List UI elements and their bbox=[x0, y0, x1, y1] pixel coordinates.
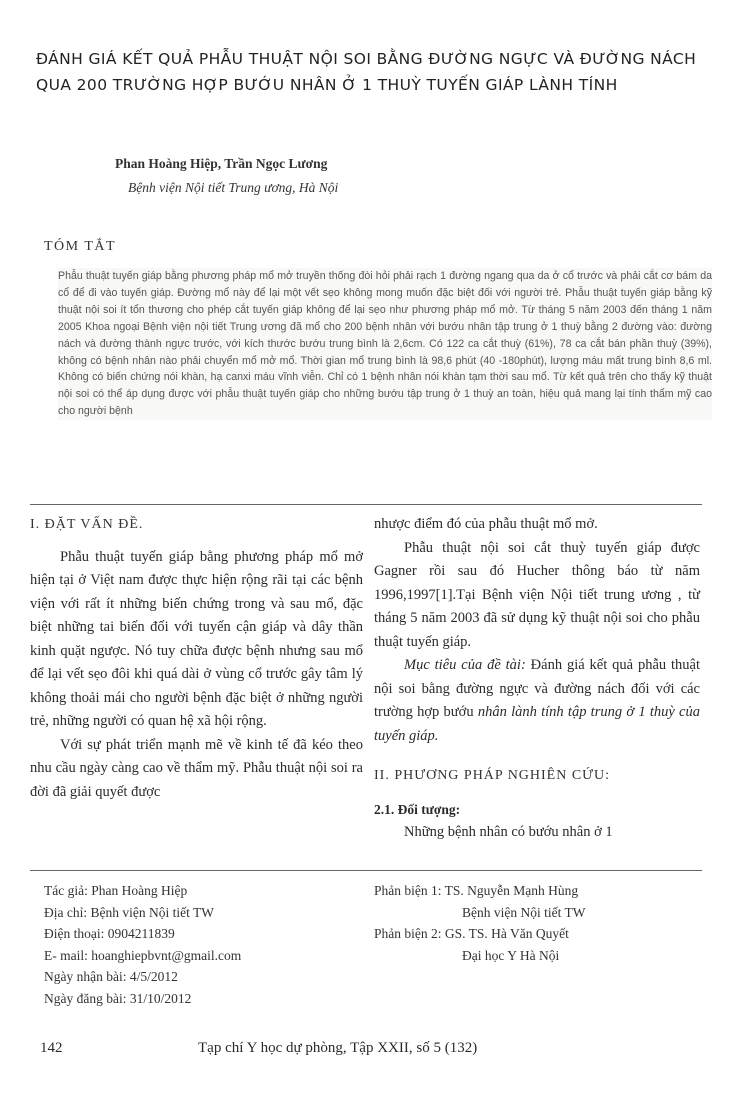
page-number: 142 bbox=[40, 1040, 63, 1056]
divider bbox=[30, 504, 702, 505]
reviewer-line: Phản biện 1: TS. Nguyễn Mạnh Hùng bbox=[374, 883, 579, 898]
section-heading: II. PHƯƠNG PHÁP NGHIÊN CỨU: bbox=[374, 768, 611, 783]
paragraph: nhược điểm đó của phẫu thuật mổ mở. bbox=[374, 516, 598, 532]
abstract-text: Phẫu thuật tuyến giáp bằng phương pháp mổ mở truyền thống đòi hỏi phải rạch 1 đường ngang qua da ở cổ trước và phải cắt cơ bám da cổ để đi vào tuyến giáp. Đường mổ này để lại một vết sẹo không mong muốn đặc biệt đối với người trẻ. Phẫu thuật tuyến giáp bằng kỹ thuật nội soi ít tổn thương cho phép cắt tuyến giáp không để lại sẹo như phương pháp mổ mở. Từ tháng 5 năm 2003 đến tháng 1 năm 2005 Khoa ngoại Bệnh viện nội tiết Trung ương đã mổ cho 200 bệnh nhân với bướu nhân tập trung ở 1 thuỳ bằng 2 đường vào: đường nách và đường thành ngực trước, với kích thước bướu trung bình là 2,6cm. Có 122 ca cắt thuỳ (61%), 78 ca cắt bán phần thuỳ (39%), không có bệnh nhân nào phải chuyển mổ mở mổ. Thời gian mổ trung bình là 98,6 phút (40 -180phút), lượng máu mất trung bình 8,6 ml. Không có biến chứng nói khàn, hạ canxi máu vĩnh viễn. Chỉ có 1 bệnh nhân nói khàn tạm thời sau mổ. Từ kết quả trên cho thấy kỹ thuật nội soi có thể áp dụng được với phẫu thuật tuyến giáp cho những bướu tập trung ở 1 thuỳ an toàn, hiệu quả mang lại tính thẩm mỹ cao cho người bệnh bbox=[58, 268, 712, 420]
objective-label: Mục tiêu của đề tài: bbox=[404, 657, 526, 673]
author-info-line: E- mail: hoanghiepbvnt@gmail.com bbox=[44, 947, 242, 963]
author-info-line: Ngày nhận bài: 4/5/2012 bbox=[44, 969, 178, 984]
author-info-line: Địa chỉ: Bệnh viện Nội tiết TW bbox=[44, 904, 214, 920]
reviewer-info bbox=[374, 880, 585, 966]
paragraph: Phẫu thuật tuyến giáp bằng phương pháp mổ mở hiện tại ở Việt nam được thực hiện rộng rãi tại các bệnh viện với rất ít những biến chứng trong và sau mổ, đặc biệt những tai biến đối với tuyến cận giáp và dây thần kinh quặt ngược. Nó tuy chữa được bệnh nhưng sau mổ để lại vết sẹo đôi khi quá dài ở vùng cổ trước gây tâm lý không thoải mái cho người bệnh đặc biệt ở những người trẻ, những người có quan hệ xã hội rộng. bbox=[30, 548, 363, 729]
author-info-line: Điện thoại: 0904211839 bbox=[44, 926, 175, 941]
paragraph: Phẫu thuật nội soi cắt thuỳ tuyến giáp được Gagner rồi sau đó Hucher thông báo từ năm 1996,1997[1].Tại Bệnh viện Nội tiết trung ương , từ tháng 5 năm 2003 đã sử dụng kỹ thuật nội soi cho phẫu thuật tuyến giáp. bbox=[374, 539, 700, 650]
paragraph: Với sự phát triển mạnh mẽ về kinh tế đã kéo theo nhu cầu ngày càng cao về thẩm mỹ. Phẫu thuật nội soi ra đời đã giải quyết được bbox=[30, 736, 363, 800]
right-column bbox=[374, 513, 700, 845]
authors: Phan Hoàng Hiệp, Trần Ngọc Lương bbox=[115, 156, 328, 171]
abstract-heading: TÓM TẮT bbox=[44, 239, 117, 254]
author-info-line: Ngày đăng bài: 31/10/2012 bbox=[44, 990, 192, 1006]
journal-citation: Tạp chí Y học dự phòng, Tập XXII, số 5 (132) bbox=[198, 1040, 478, 1056]
objective-text: Đánh giá kết quả phẫu thuật nội soi bằng đường ngực và đường nách đối với các trường hợp bướu bbox=[374, 657, 701, 720]
section-heading: I. ĐẶT VẤN ĐỀ. bbox=[30, 517, 144, 532]
left-column bbox=[30, 513, 363, 804]
paragraph bbox=[374, 654, 700, 748]
paragraph: Những bệnh nhân có bướu nhân ở 1 bbox=[404, 824, 613, 840]
objective-italic: nhân lành tính tập trung ở 1 thuỳ của tuyến giáp. bbox=[374, 704, 700, 744]
subsection-heading: 2.1. Đối tượng: bbox=[374, 801, 461, 817]
reviewer-line: Phản biện 2: GS. TS. Hà Văn Quyết bbox=[374, 926, 569, 941]
divider bbox=[30, 870, 702, 871]
affiliation: Bệnh viện Nội tiết Trung ương, Hà Nội bbox=[128, 180, 339, 195]
paper-title: ĐÁNH GIÁ KẾT QUẢ PHẪU THUẬT NỘI SOI BẰNG ĐƯỜNG NGỰC VÀ ĐƯỜNG NÁCH QUA 200 TRƯỜNG HỢP BƯỚU NHÂN Ở 1 THUỲ TUYẾN GIÁP LÀNH TÍNH bbox=[36, 50, 697, 94]
author-info bbox=[44, 880, 241, 1009]
author-info-line: Tác giả: Phan Hoàng Hiệp bbox=[44, 883, 188, 898]
reviewer-line: Đại học Y Hà Nội bbox=[462, 947, 560, 963]
reviewer-line: Bệnh viện Nội tiết TW bbox=[462, 904, 586, 920]
